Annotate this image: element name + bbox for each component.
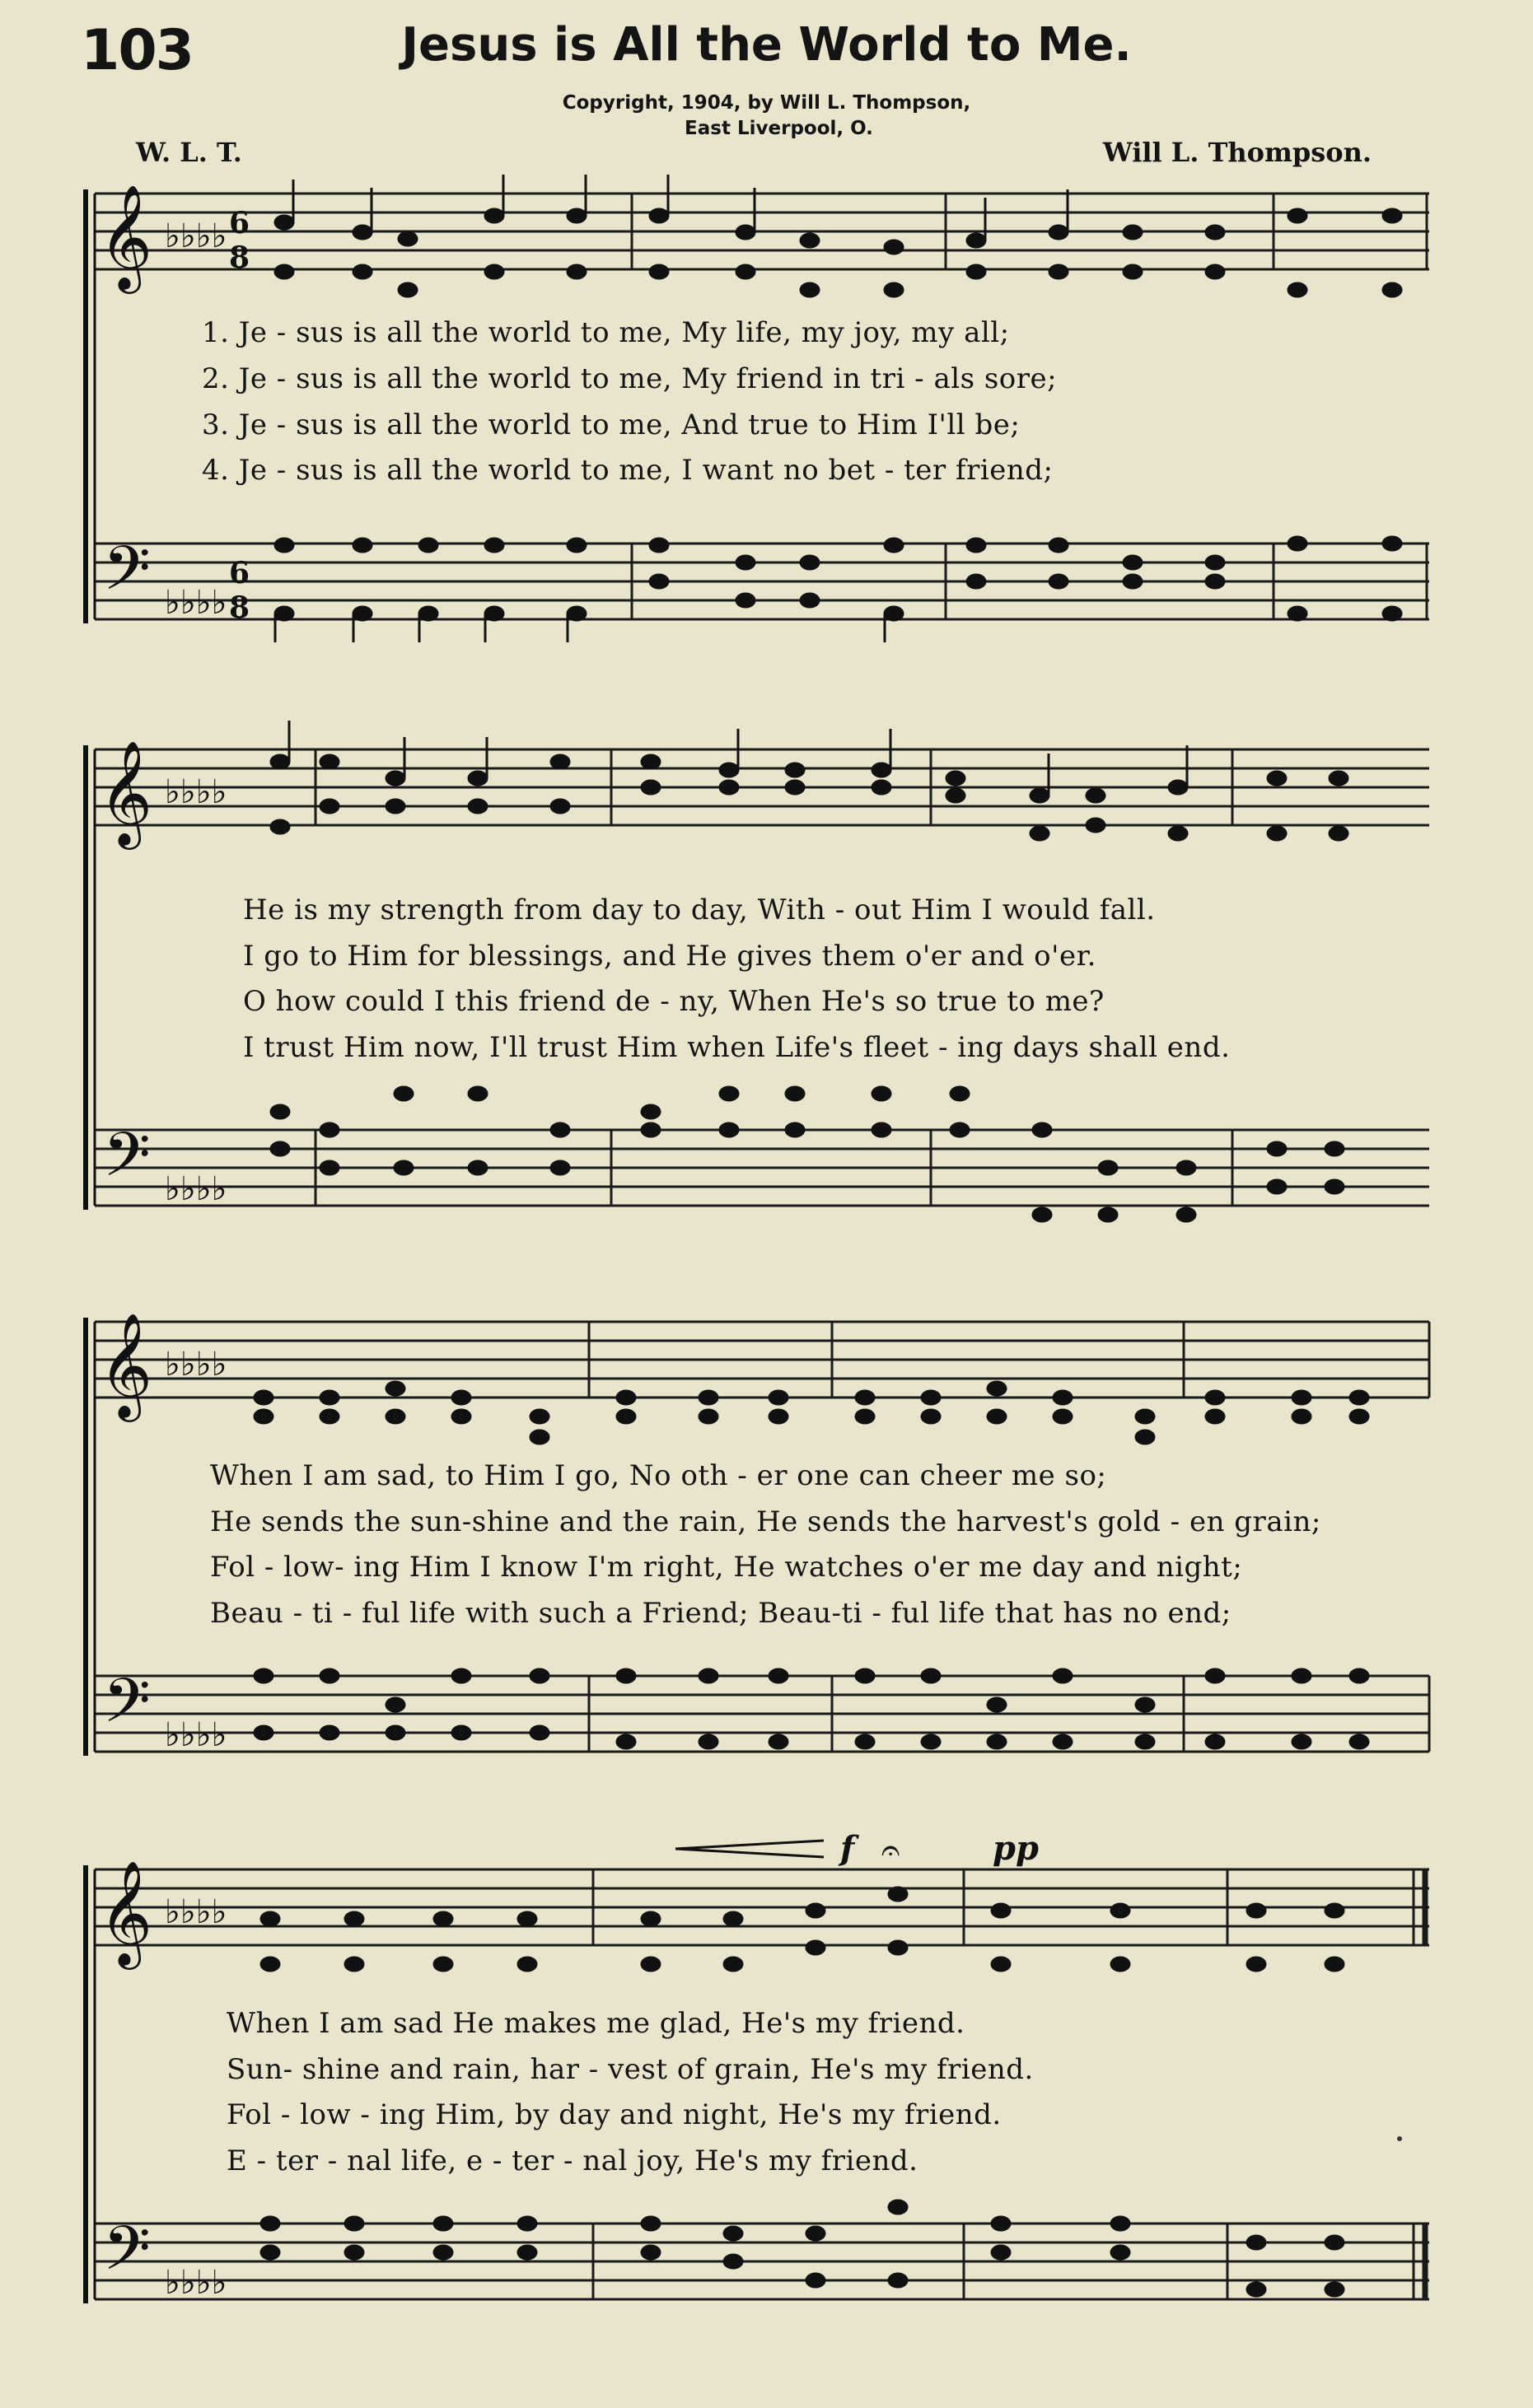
bass-notes-4	[261, 2200, 1344, 2296]
bass-clef-icon: 𝄢	[103, 2213, 151, 2299]
bass-clef-icon: 𝄢	[103, 533, 151, 619]
svg-text:♭♭♭♭: ♭♭♭♭	[165, 2264, 227, 2302]
verse-line: 2. Je - sus is all the world to me, My friend in tri - als sore;	[202, 362, 1058, 395]
treble-clef-icon: 𝄞	[99, 184, 153, 289]
svg-text:♭♭♭♭: ♭♭♭♭	[165, 1170, 227, 1208]
verse-line: I trust Him now, I'll trust Him when Life's fleet - ing days shall end.	[243, 1031, 1231, 1064]
dynamic-pianissimo: pp	[993, 1829, 1039, 1868]
svg-text:8: 8	[229, 240, 250, 275]
verse-line: Fol - low - ing Him, by day and night, He's my friend.	[227, 2098, 1002, 2131]
verse-line: O how could I this friend de - ny, When He's so true to me?	[243, 985, 1105, 1018]
verse-line: He is my strength from day to day, With - out Him I would fall.	[243, 894, 1156, 926]
treble-clef-icon: 𝄞	[99, 1312, 153, 1417]
key-signature-bass: ♭♭♭♭	[165, 584, 227, 622]
treble-clef-icon: 𝄞	[99, 1860, 153, 1965]
treble-clef-icon: 𝄞	[99, 740, 153, 845]
treble-notes-4	[261, 1888, 1344, 1971]
treble-staff-4	[95, 1869, 1429, 1945]
time-signature-treble: 6	[229, 206, 250, 240]
verse-line: Beau - ti - ful life with such a Friend; Beau-ti - ful life that has no end;	[210, 1597, 1232, 1630]
dynamic-forte: f	[840, 1829, 855, 1868]
hymn-title: Jesus is All the World to Me.	[401, 18, 1132, 72]
svg-text:♭♭♭♭: ♭♭♭♭	[165, 1893, 227, 1931]
bass-staff-4	[95, 2224, 1429, 2299]
bass-clef-icon: 𝄢	[103, 1665, 151, 1752]
fermata-icon: 𝄐	[881, 1832, 900, 1869]
copyright-line-1: Copyright, 1904, by Will L. Thompson,	[562, 92, 971, 114]
composer-credit: Will L. Thompson.	[1102, 137, 1372, 168]
verse-line: When I am sad He makes me glad, He's my friend.	[227, 2007, 965, 2040]
hymn-number: 103	[81, 18, 193, 83]
svg-text:8: 8	[229, 590, 250, 625]
verse-line: 4. Je - sus is all the world to me, I want no bet - ter friend;	[202, 454, 1054, 487]
verse-line: Sun- shine and rain, har - vest of grain, He's my friend.	[227, 2053, 1034, 2086]
bass-clef-icon: 𝄢	[103, 1119, 151, 1206]
svg-text:♭♭♭♭: ♭♭♭♭	[165, 773, 227, 811]
verse-line: When I am sad, to Him I go, No oth - er one can cheer me so;	[210, 1459, 1107, 1492]
time-signature-bass: 6	[229, 556, 250, 590]
verse-line: E - ter - nal life, e - ter - nal joy, He's my friend.	[227, 2144, 918, 2177]
key-signature-treble: ♭♭♭♭	[165, 217, 227, 255]
page-speck	[1397, 2136, 1402, 2141]
copyright-line-2: East Liverpool, O.	[685, 118, 873, 139]
crescendo-mark	[675, 1841, 824, 1849]
verse-line: Fol - low- ing Him I know I'm right, He watches o'er me day and night;	[210, 1551, 1243, 1584]
svg-text:♭♭♭♭: ♭♭♭♭	[165, 1716, 227, 1754]
verse-line: I go to Him for blessings, and He gives them o'er and o'er.	[243, 940, 1096, 973]
verse-line: He sends the sun-shine and the rain, He sends the harvest's gold - en grain;	[210, 1505, 1321, 1538]
verse-line: 1. Je - sus is all the world to me, My life, my joy, my all;	[202, 316, 1010, 349]
lyricist-credit: W. L. T.	[136, 137, 242, 168]
verse-line: 3. Je - sus is all the world to me, And true to Him I'll be;	[202, 408, 1021, 441]
svg-text:♭♭♭♭: ♭♭♭♭	[165, 1346, 227, 1384]
